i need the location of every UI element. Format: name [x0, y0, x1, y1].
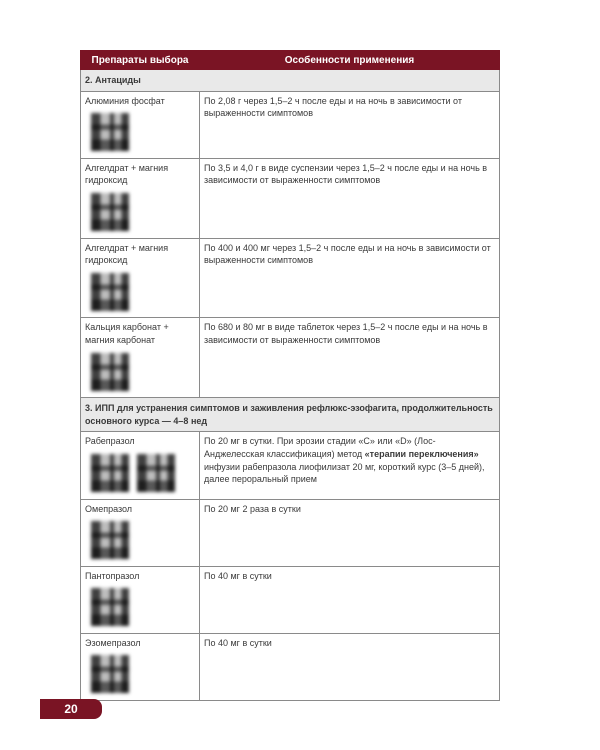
- section-row-antacids: [81, 70, 500, 92]
- drug-cell: [81, 238, 200, 318]
- usage-cell: [200, 432, 500, 499]
- drug-cell: [81, 432, 200, 499]
- column-header-drugs: Препараты выбора: [81, 51, 200, 70]
- drug-table: [80, 50, 500, 701]
- usage-cell: По 3,5 и 4,0 г в виде суспензии через 1,5–2 ч после еды и на ночь в зависимости от выраженности симптомов: [200, 158, 500, 238]
- usage-cell: По 2,08 г через 1,5–2 ч после еды и на ночь в зависимости от выраженности симптомов: [200, 91, 500, 158]
- section-row-ppi: [81, 398, 500, 432]
- drug-name: Рабепразол: [85, 436, 135, 447]
- table-row: [81, 91, 500, 158]
- table-header-row: [81, 51, 500, 70]
- usage-text: инфузии рабепразола лиофилизат 20 мг, короткий курс (3–5 дней), далее пероральный прием: [204, 461, 485, 485]
- section-title: 2. Антациды: [81, 70, 500, 92]
- usage-text: По 20 мг в сутки. При эрозии стадии «C» или «D» (Лос-Анджелесская классификация) метод: [204, 436, 436, 459]
- section-title: 3. ИПП для устранения симптомов и заживления рефлюкс-эзофагита, продолжительность основного курса — 4–8 нед: [81, 398, 500, 432]
- qr-code-icon: [91, 193, 129, 231]
- drug-cell: [81, 318, 200, 398]
- drug-cell: [81, 499, 200, 566]
- table-row: [81, 158, 500, 238]
- qr-code-icon: [137, 454, 175, 492]
- column-header-usage: Особенности применения: [200, 51, 500, 70]
- usage-cell: По 680 и 80 мг в виде таблеток через 1,5–2 ч после еды и на ночь в зависимости от выраженности симптомов: [200, 318, 500, 398]
- table-row: [81, 566, 500, 633]
- drug-name: Эзомепразол: [85, 637, 141, 648]
- qr-code-icon: [91, 521, 129, 559]
- table-row: [81, 238, 500, 318]
- page-number: 20: [40, 699, 102, 719]
- drug-name: Пантопразол: [85, 570, 140, 581]
- table-row: [81, 633, 500, 700]
- usage-cell: По 40 мг в сутки: [200, 633, 500, 700]
- table-row: [81, 499, 500, 566]
- qr-code-icon: [91, 655, 129, 693]
- qr-code-icon: [91, 273, 129, 311]
- qr-code-icon: [91, 353, 129, 391]
- qr-code-icon: [91, 454, 129, 492]
- qr-code-icon: [91, 113, 129, 151]
- table-row: [81, 432, 500, 499]
- drug-cell: [81, 158, 200, 238]
- qr-code-icon: [91, 588, 129, 626]
- drug-name: Алюминия фосфат: [85, 95, 165, 106]
- usage-text-bold: «терапии переключения»: [364, 448, 479, 459]
- usage-cell: По 40 мг в сутки: [200, 566, 500, 633]
- drug-cell: [81, 566, 200, 633]
- table-row: [81, 318, 500, 398]
- usage-cell: По 400 и 400 мг через 1,5–2 ч после еды и на ночь в зависимости от выраженности симптомов: [200, 238, 500, 318]
- drug-name: Омепразол: [85, 503, 133, 514]
- drug-name: Кальция карбонат + магния карбонат: [85, 322, 169, 345]
- usage-cell: По 20 мг 2 раза в сутки: [200, 499, 500, 566]
- drug-cell: [81, 91, 200, 158]
- drug-name: Алгелдрат + магния гидроксид: [85, 242, 169, 266]
- drug-cell: [81, 633, 200, 700]
- drug-name: Алгелдрат + магния гидроксид: [85, 162, 169, 186]
